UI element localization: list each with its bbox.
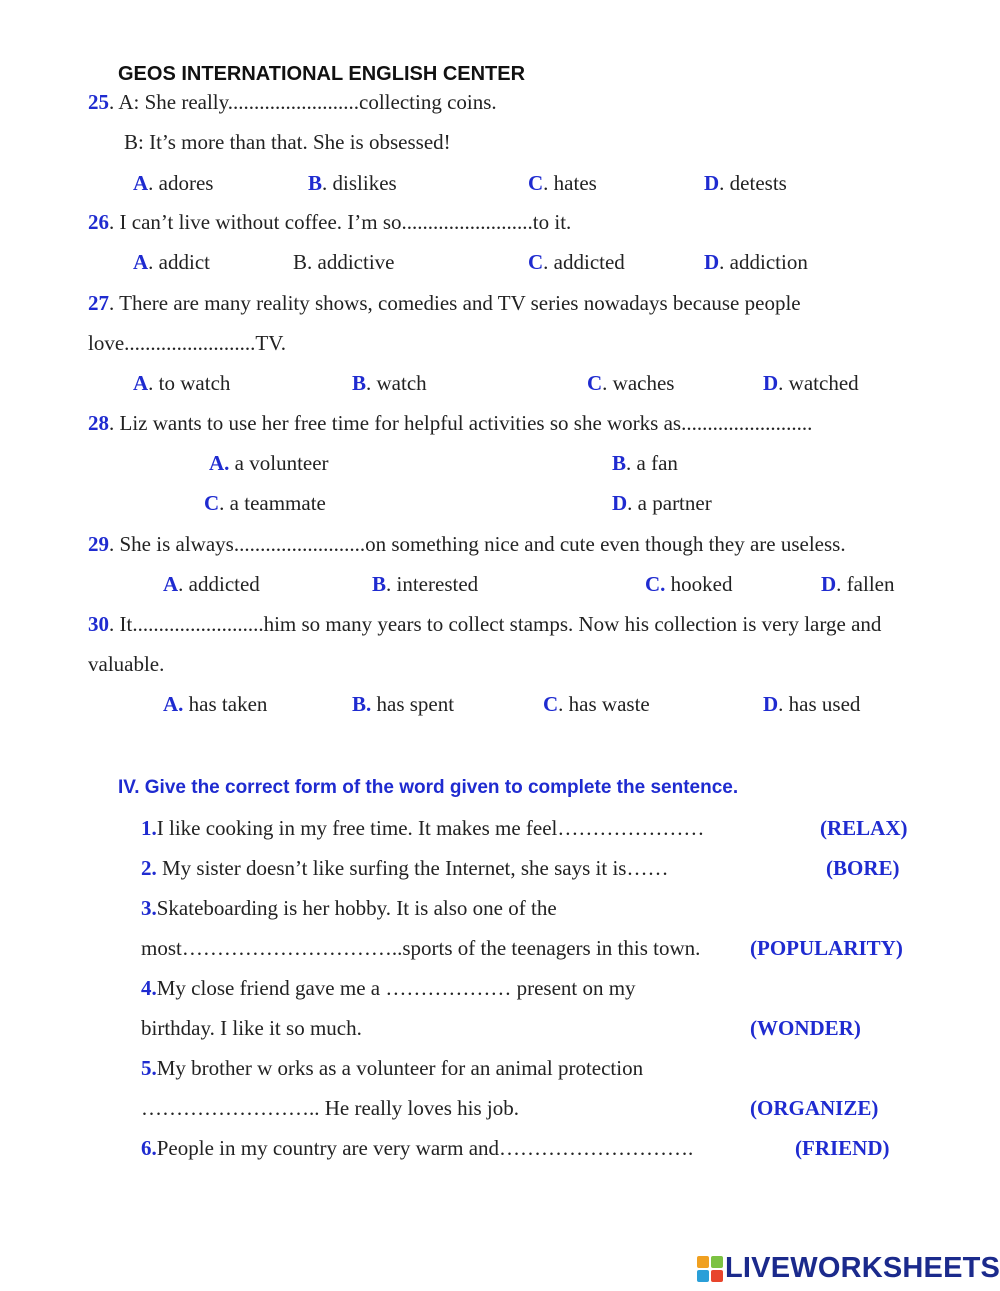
option-b[interactable]: B. dislikes xyxy=(308,171,397,195)
word-item-5: 5.My brother w orks as a volunteer for an animal protection xyxy=(141,1056,644,1080)
word-hint: (FRIEND) xyxy=(795,1136,890,1160)
option-d[interactable]: D. fallen xyxy=(821,572,895,596)
question-text: . Liz wants to use her free time for helpful activities so she works as......................... xyxy=(109,411,813,435)
option-a[interactable]: A. addicted xyxy=(163,572,260,596)
question-28 xyxy=(88,413,812,434)
word-item-3: 3.Skateboarding is her hobby. It is also one of the xyxy=(141,896,557,920)
question-number: 30 xyxy=(88,612,109,636)
question-29 xyxy=(88,534,846,555)
option-b[interactable]: B. a fan xyxy=(612,451,678,475)
option-d[interactable]: D. addiction xyxy=(704,250,808,274)
word-item-1: 1.I like cooking in my free time. It makes me feel………………… xyxy=(141,816,705,840)
question-number: 27 xyxy=(88,291,109,315)
question-text: . It.........................him so many years to collect stamps. Now his collection is very large and xyxy=(109,612,882,636)
word-item-5-cont: …………………….. He really loves his job. xyxy=(141,1096,519,1120)
option-a[interactable]: A. to watch xyxy=(133,371,231,395)
liveworksheets-logo xyxy=(697,1252,1000,1285)
question-27 xyxy=(88,293,801,314)
option-c[interactable]: C. hooked xyxy=(645,572,733,596)
option-c[interactable]: C. hates xyxy=(528,171,597,195)
word-hint: (ORGANIZE) xyxy=(750,1096,879,1120)
option-a[interactable]: A. a volunteer xyxy=(209,451,329,475)
option-d[interactable]: D. detests xyxy=(704,171,787,195)
option-b[interactable]: B. has spent xyxy=(352,692,455,716)
option-c[interactable]: C. waches xyxy=(587,371,675,395)
option-b[interactable]: B. addictive xyxy=(293,250,395,274)
question-30 xyxy=(88,614,881,635)
question-25-line2: B: It’s more than that. She is obsessed! xyxy=(124,130,451,154)
option-d[interactable]: D. a partner xyxy=(612,491,712,515)
word-hint: (WONDER) xyxy=(750,1016,861,1040)
option-d[interactable]: D. has used xyxy=(763,692,861,716)
question-25 xyxy=(88,92,497,113)
question-text: . I can’t live without coffee. I’m so.........................to it. xyxy=(109,210,572,234)
word-hint: (POPULARITY) xyxy=(750,936,903,960)
question-number: 25 xyxy=(88,90,109,114)
question-number: 29 xyxy=(88,532,109,556)
page-header: GEOS INTERNATIONAL ENGLISH CENTER xyxy=(118,63,526,85)
word-item-3-cont: most…………………………..sports of the teenagers in this town. xyxy=(141,936,701,960)
logo-icon xyxy=(697,1256,723,1282)
question-30-line2: valuable. xyxy=(88,652,165,676)
question-number: 28 xyxy=(88,411,109,435)
word-item-4: 4.My close friend gave me a ……………… present on my xyxy=(141,976,636,1000)
option-b[interactable]: B. watch xyxy=(352,371,427,395)
question-27-line2: love.........................TV. xyxy=(88,331,286,355)
option-a[interactable]: A. adores xyxy=(133,171,214,195)
word-hint: (RELAX) xyxy=(820,816,908,840)
option-c[interactable]: C. has waste xyxy=(543,692,650,716)
option-a[interactable]: A. has taken xyxy=(163,692,268,716)
question-text: . A: She really.........................collecting coins. xyxy=(109,90,497,114)
word-item-6: 6.People in my country are very warm and………………………. xyxy=(141,1136,694,1160)
word-item-4-cont: birthday. I like it so much. xyxy=(141,1016,362,1040)
word-item-2: 2. My sister doesn’t like surfing the Internet, she says it is…… xyxy=(141,856,669,880)
section-title: IV. Give the correct form of the word given to complete the sentence. xyxy=(118,777,739,798)
question-text: . There are many reality shows, comedies and TV series nowadays because people xyxy=(109,291,801,315)
question-26 xyxy=(88,212,571,233)
question-text: . She is always.........................on something nice and cute even though they are useless. xyxy=(109,532,846,556)
option-d[interactable]: D. watched xyxy=(763,371,859,395)
question-number: 26 xyxy=(88,210,109,234)
word-hint: (BORE) xyxy=(826,856,900,880)
option-a[interactable]: A. addict xyxy=(133,250,210,274)
option-c[interactable]: C. a teammate xyxy=(204,491,326,515)
option-b[interactable]: B. interested xyxy=(372,572,479,596)
logo-text: LIVEWORKSHEETS xyxy=(725,1252,1000,1284)
option-c[interactable]: C. addicted xyxy=(528,250,625,274)
